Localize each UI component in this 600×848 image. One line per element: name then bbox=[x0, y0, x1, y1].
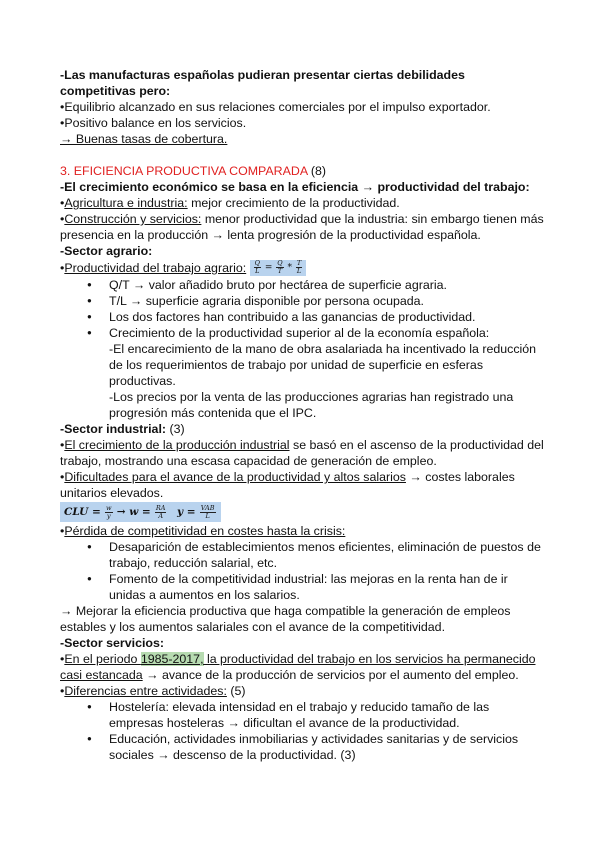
servicios-differences-line: •Diferencias entre actividades: (5) bbox=[60, 684, 246, 698]
agri-industry-line: •Agricultura e industria: mejor crecimiento de la productividad. bbox=[60, 196, 400, 210]
list-item: ● Fomento de la competitividad industrial: las mejoras en la renta han de ir unidas a aumentos en los salarios. bbox=[97, 571, 544, 603]
list-subitem: -El encarecimiento de la mano de obra asalariada ha incentivado la reducción de los requerimientos de trabajo por unidad de superficie en esferas productivas. bbox=[109, 342, 537, 388]
industrial-growth-line: •El crecimiento de la producción industrial se basó en el ascenso de la productividad del trabajo, mostrando una escasa capacidad de generación de empleo. bbox=[60, 438, 544, 468]
document-content bbox=[60, 67, 544, 763]
agrario-heading: -Sector agrario: bbox=[60, 244, 153, 258]
list-item: ● T/L → superficie agraria disponible por persona ocupada. bbox=[97, 293, 544, 309]
intro-bullet: •Equilibrio alcanzado en sus relaciones comerciales por el impulso exportador. bbox=[60, 100, 491, 114]
list-item: ● Hostelería: elevada intensidad en el trabajo y reducido tamaño de las empresas hosteleras → dificultan el avance de la productividad. bbox=[97, 699, 544, 731]
servicios-period-line: •En el periodo 1985-2017, la productividad del trabajo en los servicios ha permanecido casi estancada → avance de la producción de servicios por el aumento del empleo. bbox=[60, 652, 536, 682]
agrario-productivity-label: Productividad del trabajo agrario: bbox=[64, 261, 247, 275]
industrial-conclusion: → Mejorar la eficiencia productiva que haga compatible la generación de empleos estables y los aumentos salariales con el avance de la competitividad. bbox=[60, 604, 511, 634]
formula-fraction: $\frac{RA}{A}$ bbox=[155, 504, 166, 520]
intro-heading: -Las manufacturas españolas pudieran presentar ciertas debilidades competitivas pero: bbox=[60, 68, 465, 98]
list-item: ● Q/T → valor añadido bruto por hectárea de superficie agraria. bbox=[97, 277, 544, 293]
agri-industry-text: mejor crecimiento de la productividad. bbox=[187, 196, 400, 210]
agri-industry-label: Agricultura e industria: bbox=[64, 196, 188, 210]
industrial-loss-label: Pérdida de competitividad en costes hasta la crisis: bbox=[64, 524, 346, 538]
intro-bullet: •Positivo balance en los servicios. bbox=[60, 116, 247, 130]
industrial-difficulties-label: Dificultades para el avance de la productividad y altos salarios bbox=[64, 470, 406, 484]
construction-services-line: •Construcción y servicios: menor productividad que la industria: sin embargo tienen más presencia en la producción → lenta progresión de la productividad española. bbox=[60, 212, 544, 242]
industrial-growth-label: El crecimiento de la producción industrial bbox=[64, 438, 290, 452]
formula-fraction: $\frac{T}{L}$ bbox=[296, 259, 302, 275]
formula-fraction: $\frac{Q}{L}$ bbox=[254, 259, 260, 275]
formula-fraction: $\frac{\text{VAB}}{L}$ bbox=[200, 504, 215, 520]
servicios-list bbox=[60, 699, 544, 763]
list-item: ● Los dos factores han contribuido a las ganancias de productividad. bbox=[97, 309, 544, 325]
servicios-period-text: En el periodo 1985-2017, la productividad del trabajo en los servicios ha permanecido casi estancada bbox=[60, 652, 536, 682]
agrario-list bbox=[60, 277, 544, 421]
construction-services-label: Construcción y servicios: bbox=[64, 212, 202, 226]
list-item: ● Desaparición de establecimientos menos eficientes, eliminación de puestos de trabajo, reducción salarial, etc. bbox=[97, 539, 544, 571]
clu-formula-row bbox=[60, 501, 544, 523]
section-title-text: 3. EFICIENCIA PRODUCTIVA COMPARADA bbox=[60, 164, 308, 178]
agrario-productivity-line: •Productividad del trabajo agrario: $\frac{Q}{L}$ = $\frac{Q}{T}$ * $\frac{T}{L}$ bbox=[60, 260, 544, 276]
industrial-list bbox=[60, 539, 544, 603]
formula-fraction: $\frac{Q}{T}$ bbox=[277, 259, 283, 275]
clu-formula: CLU = $\frac{w}{y}$ → w = $\frac{RA}{A}$ y = $\frac{\text{VAB}}{L}$ bbox=[60, 502, 221, 522]
list-subitem: -Los precios por la venta de las producciones agrarias han registrado una progresión más contenida que el IPC. bbox=[109, 390, 514, 420]
servicios-differences-label: Diferencias entre actividades: bbox=[64, 684, 227, 698]
section-lead: -El crecimiento económico se basa en la eficiencia → productividad del trabajo: bbox=[60, 180, 530, 194]
industrial-heading: -Sector industrial: (3) bbox=[60, 422, 185, 436]
construction-services-text: menor productividad que la industria: sin embargo tienen más presencia en la producción → lenta progresión de la productividad española. bbox=[60, 212, 544, 242]
industrial-difficulties-line: •Dificultades para el avance de la productividad y altos salarios → costes laborales unitarios elevados. bbox=[60, 470, 515, 500]
formula-fraction: $\frac{w}{y}$ bbox=[105, 504, 112, 520]
highlighted-period: 1985-2017, bbox=[140, 652, 204, 666]
servicios-heading: -Sector servicios: bbox=[60, 636, 164, 650]
intro-conclusion: → Buenas tasas de cobertura. bbox=[60, 132, 228, 146]
list-item: ● Educación, actividades inmobiliarias y actividades sanitarias y de servicios sociales → descenso de la productividad. (3) bbox=[97, 731, 544, 763]
industrial-loss-line: •Pérdida de competitividad en costes hasta la crisis: bbox=[60, 524, 346, 538]
list-item: ● Crecimiento de la productividad superior al de la economía española: -El encarecimiento de la mano de obra asalariada ha incentivado la reducción de los requerimientos de trabajo por unidad de superficie en esferas productivas. -Los precios por la venta de las producciones agrarias han registrado una progresión más contenida que el IPC. bbox=[97, 325, 544, 421]
section-title-note: (8) bbox=[310, 164, 327, 178]
section-title bbox=[60, 163, 544, 179]
agrario-formula: $\frac{Q}{L}$ = $\frac{Q}{T}$ * $\frac{T}{L}$ bbox=[250, 260, 307, 276]
